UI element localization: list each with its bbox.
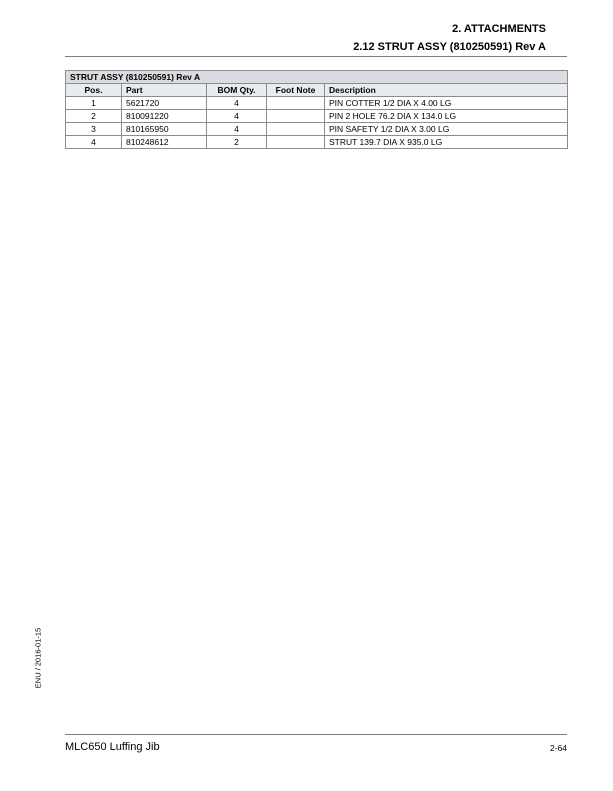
cell-description: PIN COTTER 1/2 DIA X 4.00 LG <box>325 97 568 110</box>
document-date-stamp: ENU / 2016-01-15 <box>33 627 43 689</box>
header-divider <box>65 56 567 57</box>
cell-pos: 1 <box>66 97 122 110</box>
table-row <box>66 123 568 136</box>
page-number: 2-64 <box>549 743 567 753</box>
cell-part: 810165950 <box>122 123 207 136</box>
column-header-foot-note: Foot Note <box>267 84 325 97</box>
cell-part: 5621720 <box>122 97 207 110</box>
table-row <box>66 136 568 149</box>
cell-qty: 4 <box>207 97 267 110</box>
page-header <box>353 20 546 56</box>
cell-pos: 2 <box>66 110 122 123</box>
cell-description: STRUT 139.7 DIA X 935.0 LG <box>325 136 568 149</box>
cell-pos: 4 <box>66 136 122 149</box>
cell-foot-note <box>267 136 325 149</box>
cell-description: PIN 2 HOLE 76.2 DIA X 134.0 LG <box>325 110 568 123</box>
cell-foot-note <box>267 97 325 110</box>
cell-foot-note <box>267 110 325 123</box>
table-caption: STRUT ASSY (810250591) Rev A <box>66 71 568 84</box>
footer-document-title: MLC650 Luffing Jib <box>65 741 160 753</box>
cell-description: PIN SAFETY 1/2 DIA X 3.00 LG <box>325 123 568 136</box>
cell-pos: 3 <box>66 123 122 136</box>
cell-foot-note <box>267 123 325 136</box>
column-header-pos: Pos. <box>66 84 122 97</box>
cell-qty: 4 <box>207 123 267 136</box>
cell-part: 810248612 <box>122 136 207 149</box>
footer-divider <box>65 734 567 735</box>
subsection-title: 2.12 STRUT ASSY (810250591) Rev A <box>353 41 546 53</box>
section-title: 2. ATTACHMENTS <box>452 23 546 35</box>
cell-part: 810091220 <box>122 110 207 123</box>
cell-qty: 4 <box>207 110 267 123</box>
cell-qty: 2 <box>207 136 267 149</box>
table-caption-row <box>66 71 568 84</box>
column-header-qty: BOM Qty. <box>207 84 267 97</box>
bom-table <box>65 70 568 149</box>
column-header-part: Part <box>122 84 207 97</box>
table-row <box>66 110 568 123</box>
column-header-description: Description <box>325 84 568 97</box>
table-row <box>66 97 568 110</box>
table-header-row <box>66 84 568 97</box>
